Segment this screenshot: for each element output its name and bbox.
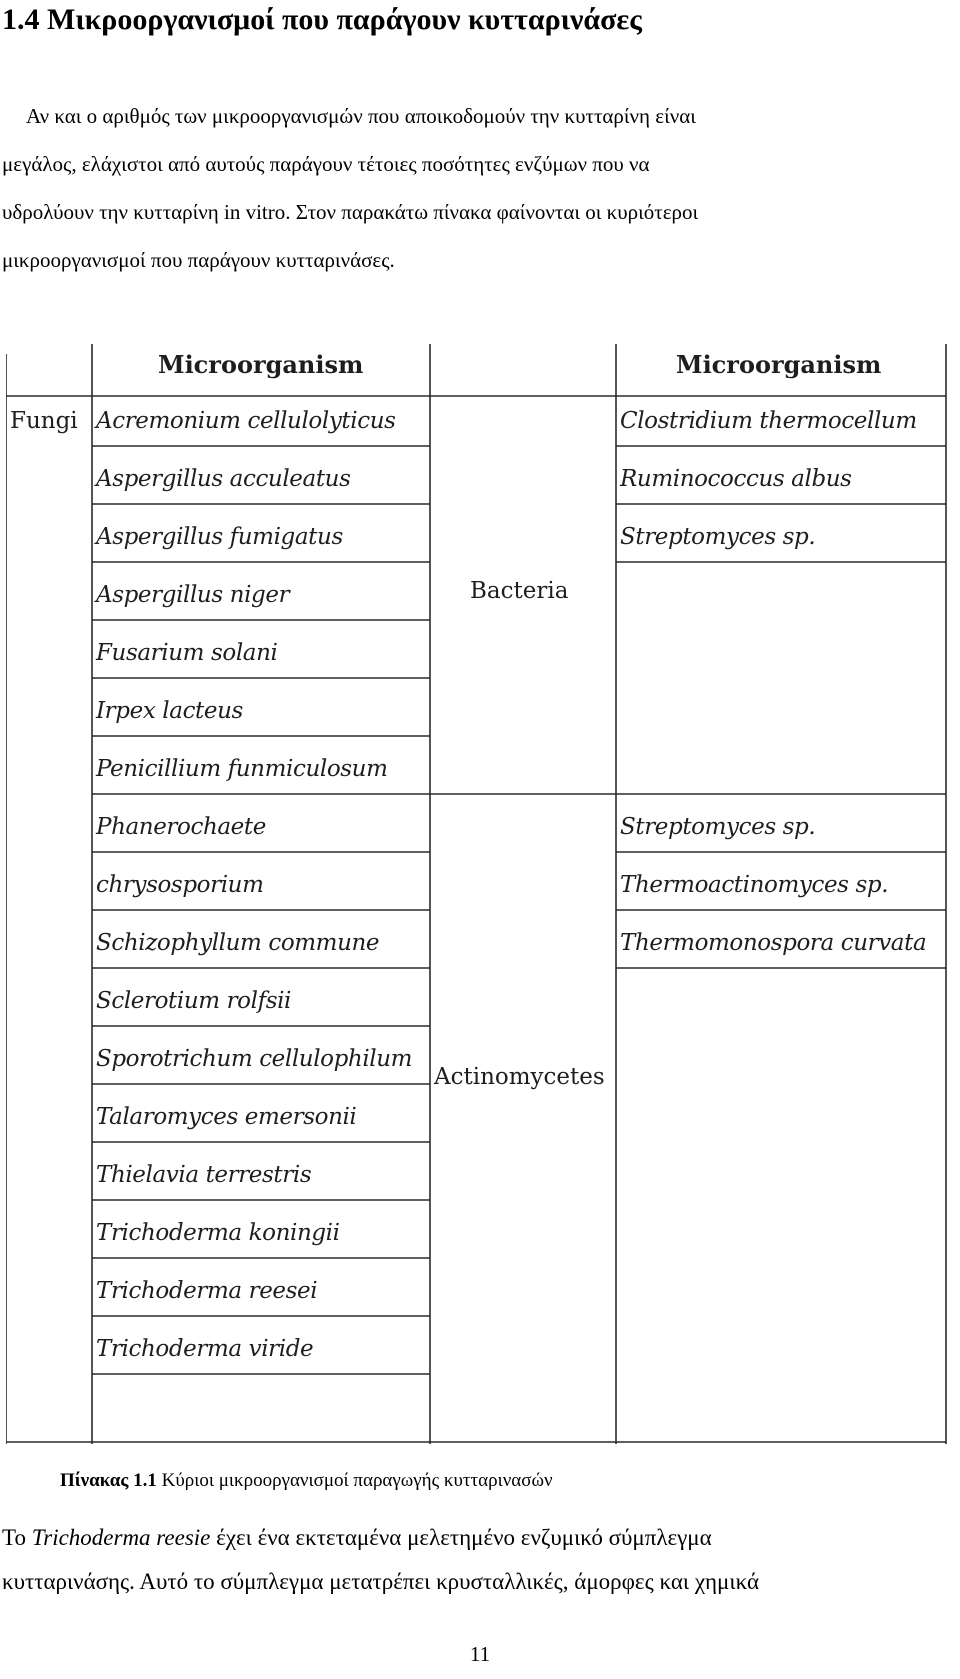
column-header-left: Microorganism (158, 350, 364, 379)
bacteria-species: Ruminococcus albus (620, 466, 852, 492)
fungi-species: Sporotrichum cellulophilum (96, 1046, 413, 1072)
fungi-species: Trichoderma viride (96, 1336, 314, 1362)
fungi-species: Thielavia terrestris (96, 1162, 312, 1188)
intro-line-1: Αν και ο αριθμός των μικροοργανισμών που αποικοδομούν την κυτταρίνη είναι (26, 104, 696, 128)
caption-label: Πίνακας 1.1 (60, 1470, 157, 1491)
fungi-species: chrysosporium (96, 872, 264, 898)
fungi-species: Phanerochaete (96, 814, 266, 840)
species-name: Trichoderma reesie (31, 1525, 211, 1550)
closing-prefix: Το (2, 1525, 32, 1550)
intro-line-4: μικροοργανισμοί που παράγουν κυτταρινάσες. (2, 248, 395, 272)
group-label-actinomycetes: Actinomycetes (434, 1064, 605, 1090)
table-caption (60, 1470, 553, 1492)
section-heading: 1.4 Μικροοργανισμοί που παράγουν κυτταρινάσες (2, 3, 642, 36)
fungi-species: Acremonium cellulolyticus (96, 408, 396, 434)
fungi-species: Aspergillus fumigatus (96, 524, 343, 550)
bacteria-species: Streptomyces sp. (620, 524, 816, 550)
closing-paragraph (2, 1516, 952, 1604)
intro-line-3: υδρολύουν την κυτταρίνη in vitro. Στον παρακάτω πίνακα φαίνονται οι κυριότεροι (2, 200, 699, 224)
fungi-species: Trichoderma koningii (96, 1220, 340, 1246)
fungi-species: Aspergillus niger (96, 582, 290, 608)
fungi-species: Penicillium funmiculosum (96, 756, 388, 782)
microorganism-table (6, 344, 954, 1454)
fungi-species: Talaromyces emersonii (96, 1104, 357, 1130)
fungi-species: Irpex lacteus (96, 698, 243, 724)
page-number: 11 (469, 1642, 491, 1666)
actinomycetes-species: Thermoactinomyces sp. (620, 872, 889, 898)
fungi-species: Sclerotium rolfsii (96, 988, 292, 1014)
fungi-species: Aspergillus acculeatus (96, 466, 351, 492)
column-header-right: Microorganism (676, 350, 882, 379)
intro-paragraph (2, 92, 952, 284)
fungi-species: Fusarium solani (96, 640, 278, 666)
group-label-fungi: Fungi (10, 408, 78, 434)
actinomycetes-species: Streptomyces sp. (620, 814, 816, 840)
bacteria-species: Clostridium thermocellum (620, 408, 917, 434)
closing-line-2: κυτταρινάσης. Αυτό το σύμπλεγμα μετατρέπει κρυσταλλικές, άμορφες και χημικά (2, 1569, 760, 1594)
actinomycetes-species: Thermomonospora curvata (620, 930, 927, 956)
group-label-bacteria: Bacteria (470, 578, 569, 604)
fungi-species: Schizophyllum commune (96, 930, 380, 956)
fungi-species: Trichoderma reesei (96, 1278, 318, 1304)
caption-text: Κύριοι μικροοργανισμοί παραγωγής κυτταρινασών (156, 1470, 553, 1491)
closing-line-1: έχει ένα εκτεταμένα μελετημένο ενζυμικό σύμπλεγμα (210, 1525, 712, 1550)
intro-line-2: μεγάλος, ελάχιστοι από αυτούς παράγουν τέτοιες ποσότητες ενζύμων που να (2, 152, 650, 176)
